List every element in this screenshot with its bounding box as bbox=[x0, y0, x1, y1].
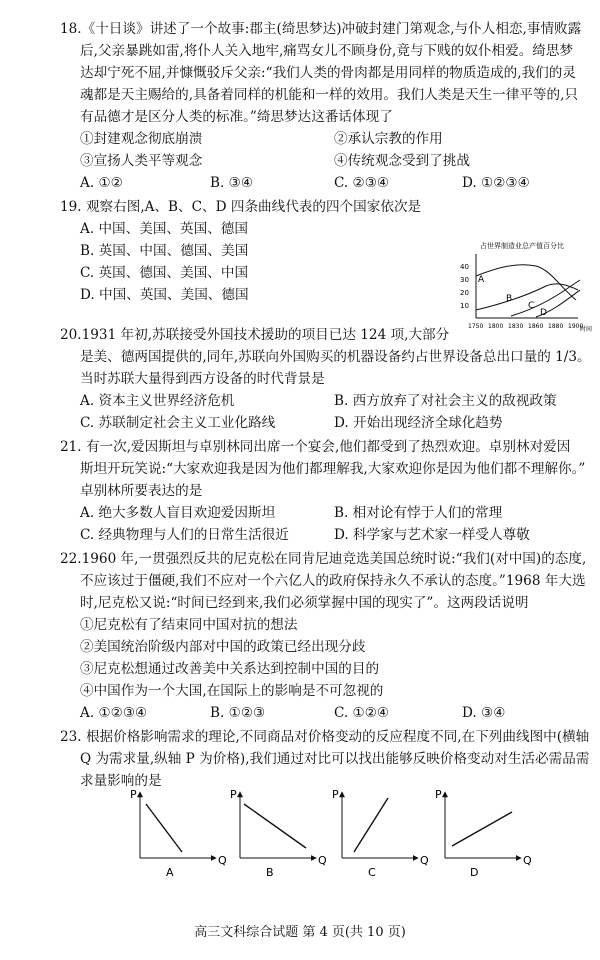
graph-b-p-label: P bbox=[230, 788, 237, 801]
q18-choice-d: D. ①②③④ bbox=[462, 175, 530, 191]
graph-a-curve bbox=[146, 804, 182, 852]
q22-item-3: ③尼克松想通过改善美中关系达到控制中国的目的 bbox=[80, 661, 380, 677]
q18-item-4: ④传统观念受到了挑战 bbox=[334, 153, 470, 169]
q20-choice-b: B. 西方放弃了对社会主义的敌视政策 bbox=[334, 393, 557, 409]
q18-line-1: 18.《十日谈》讲述了一个故事:郡主(绮思梦达)冲破封建门第观念,与仆人相恋,事情败露 bbox=[60, 21, 582, 37]
q21-line-1: 21. 有一次,爱因斯坦与卓别林同出席一个宴会,他们都受到了热烈欢迎。卓别林对爱因 bbox=[60, 439, 571, 455]
graph-c-curve bbox=[354, 798, 388, 852]
chart-x-tick: 1800 bbox=[488, 323, 504, 330]
q20-line-3: 当时苏联大量得到西方设备的时代背景是 bbox=[80, 371, 325, 387]
chart-x-tick: 1830 bbox=[508, 323, 524, 330]
curve-label-d: D bbox=[540, 308, 547, 318]
q22-choice-c: C. ①②④ bbox=[334, 705, 390, 721]
chart-y-tick: 20 bbox=[460, 289, 469, 297]
q20-choice-a: A. 资本主义世界经济危机 bbox=[80, 393, 235, 409]
chart-y-tick: 30 bbox=[460, 276, 469, 284]
q21-line-3: 卓别林所要表达的是 bbox=[80, 483, 203, 499]
q22-choice-d: D. ③④ bbox=[462, 705, 506, 721]
q18-item-3: ③宣扬人类平等观念 bbox=[80, 153, 203, 169]
q22-choice-b: B. ①②③ bbox=[210, 705, 266, 721]
q18-line-3: 达却宁死不屈,并慷慨驳斥父亲:“我们人类的骨肉都是用同样的物质造成的,我们的灵 bbox=[80, 65, 576, 81]
q22-line-3: 时,尼克松又说:“时间已经到来,我们必须掌握中国的现实了”。这两段话说明 bbox=[80, 595, 529, 611]
graph-a-label: A bbox=[166, 866, 174, 879]
graph-d-curve bbox=[452, 812, 512, 846]
q21-choice-a: A. 绝大多数人盲目欢迎爱因斯坦 bbox=[80, 505, 276, 521]
graph-a-q-label: Q bbox=[218, 854, 227, 867]
curve-label-c: C bbox=[528, 301, 535, 311]
graph-b bbox=[230, 788, 327, 879]
graph-d-label: D bbox=[470, 866, 479, 879]
curve-label-a: A bbox=[478, 275, 485, 285]
q22-item-2: ②美国统治阶级内部对中国的政策已经出现分歧 bbox=[80, 639, 366, 655]
curve-label-b: B bbox=[506, 294, 513, 304]
q21-choice-d: D. 科学家与艺术家一样受人尊敬 bbox=[334, 527, 530, 543]
graph-c-q-label: Q bbox=[420, 854, 429, 867]
q23-line-3: 求量影响的是 bbox=[80, 773, 162, 789]
q20-line-1: 20.1931 年初,苏联接受外国技术援助的项目已达 124 项,大部分 bbox=[60, 327, 450, 343]
chart-y-tick: 10 bbox=[460, 302, 469, 310]
graph-a-p-label: P bbox=[130, 788, 137, 801]
q20-choice-c: C. 苏联制定社会主义工业化路线 bbox=[80, 415, 276, 431]
chart-x-tick: 1900 bbox=[568, 323, 584, 330]
q21-choice-c: C. 经典物理与人们的日常生活很近 bbox=[80, 527, 289, 543]
q22-line-2: 不应该过于僵硬,我们不应对一个六亿人的政府保持永久不承认的态度。”1968 年大选 bbox=[80, 573, 586, 589]
q18-choice-c: C. ②③④ bbox=[334, 175, 390, 191]
graph-b-curve bbox=[244, 804, 306, 848]
q18-item-1: ①封建观念彻底崩溃 bbox=[80, 131, 203, 147]
q23-line-1: 23. 根据价格影响需求的理论,不同商品对价格变动的反应程度不同,在下列曲线图中(横轴 bbox=[60, 729, 590, 745]
q19-option-c: C. 英国、德国、美国、中国 bbox=[80, 265, 249, 281]
graph-c-p-label: P bbox=[332, 788, 339, 801]
chart-x-tick: 1750 bbox=[468, 323, 484, 330]
q19-option-a: A. 中国、美国、英国、德国 bbox=[80, 221, 248, 237]
graph-d-q-label: Q bbox=[523, 854, 532, 867]
q22-choice-a: A. ①②③④ bbox=[80, 705, 148, 721]
q18-line-2: 后,父亲暴跳如雷,将仆人关入地牢,痛骂女儿不顾身份,竟与下贱的奴仆相爱。绮思梦 bbox=[80, 43, 574, 59]
chart-title: 占世界制造业总产值百分比 bbox=[480, 242, 564, 250]
q18-line-4: 魂都是天主赐给的,具备着同样的机能和一样的效用。我们人类是天生一律平等的,只 bbox=[80, 87, 579, 103]
q18-choice-b: B. ③④ bbox=[210, 175, 254, 191]
graph-b-label: B bbox=[266, 866, 274, 879]
graph-d-p-label: P bbox=[435, 788, 442, 801]
page-footer: 高三文科综合试题 第 4 页(共 10 页) bbox=[194, 925, 406, 940]
q18-choice-a: A. ①② bbox=[80, 175, 123, 191]
graph-c bbox=[332, 788, 429, 879]
q20-choice-d: D. 开始出现经济全球化趋势 bbox=[334, 415, 503, 431]
chart-x-tick: 1880 bbox=[548, 323, 564, 330]
q20-line-2: 是美、德两国提供的,同年,苏联向外国购买的机器设备约占世界设备总出口量的 1/3。 bbox=[80, 349, 591, 365]
q22-item-1: ①尼克松有了结束同中国对抗的想法 bbox=[80, 617, 298, 633]
q23-graphs bbox=[120, 780, 580, 880]
q18-line-5: 有品德才是区分人类的标准。”绮思梦达这番话体现了 bbox=[80, 109, 393, 125]
q23-line-2: Q 为需求量,纵轴 P 为价格),我们通过对比可以找出能够反映价格变动对生活必需品需 bbox=[80, 751, 590, 767]
q19-option-b: B. 英国、中国、德国、美国 bbox=[80, 243, 249, 259]
q18-item-2: ②承认宗教的作用 bbox=[334, 131, 443, 147]
q21-choice-b: B. 相对论有悖于人们的常理 bbox=[334, 505, 503, 521]
graph-d bbox=[435, 788, 532, 879]
graph-a bbox=[130, 788, 227, 879]
q19-stem: 19. 观察右图,A、B、C、D 四条曲线代表的四个国家依次是 bbox=[60, 199, 422, 215]
q22-line-1: 22.1960 年,一贯强烈反共的尼克松在同肯尼迪竞选美国总统时说:“我们(对中国)的态度, bbox=[60, 551, 587, 567]
chart-x-unit: 时间 bbox=[580, 326, 593, 333]
graph-c-label: C bbox=[368, 866, 376, 879]
chart-x-tick: 1860 bbox=[528, 323, 544, 330]
graph-b-q-label: Q bbox=[318, 854, 327, 867]
q21-line-2: 斯坦开玩笑说:“大家欢迎我是因为他们都理解我,大家欢迎你是因为他们都不理解你。” bbox=[80, 461, 586, 477]
q19-chart bbox=[456, 238, 596, 333]
chart-y-tick: 40 bbox=[460, 263, 469, 271]
q19-option-d: D. 中国、英国、美国、德国 bbox=[80, 287, 249, 303]
q22-item-4: ④中国作为一个大国,在国际上的影响是不可忽视的 bbox=[80, 683, 384, 699]
